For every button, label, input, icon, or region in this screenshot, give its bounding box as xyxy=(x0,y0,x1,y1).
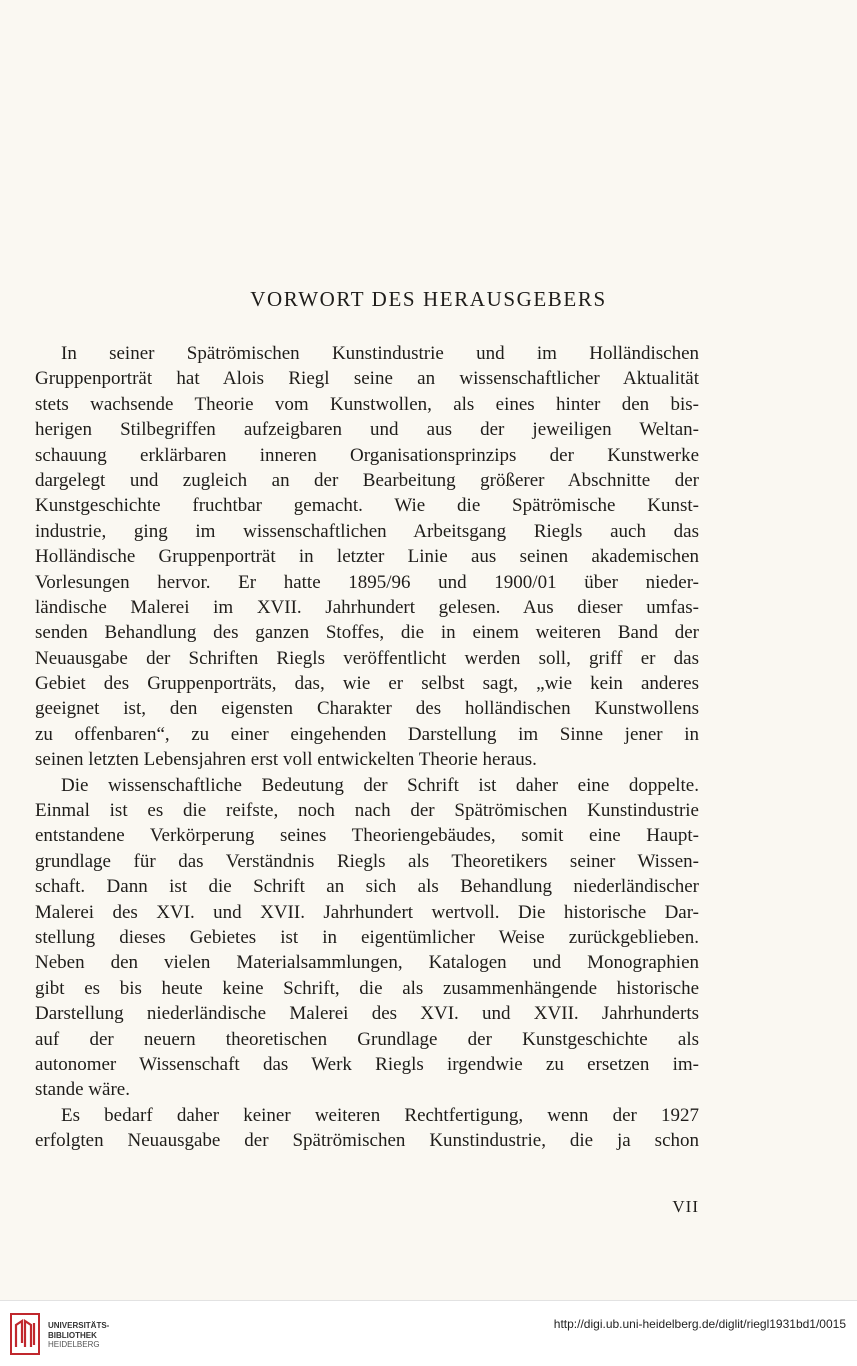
viewer-footer xyxy=(0,1300,857,1366)
text-line: Es bedarf daher keiner weiteren Rechtfertigung, wenn der 1927 xyxy=(61,1104,699,1126)
page-number: VII xyxy=(672,1197,699,1216)
text-line: erfolgten Neuausgabe der Spätrömischen Kunstindustrie, die ja schon xyxy=(35,1130,699,1152)
library-seal-icon xyxy=(10,1313,40,1355)
body-text xyxy=(35,341,699,1154)
text-line: dargelegt und zugleich an der Bearbeitung größerer Abschnitte der xyxy=(35,469,699,491)
permalink-url[interactable]: http://digi.ub.uni-heidelberg.de/diglit/riegl1931bd1/0015 xyxy=(553,1317,846,1331)
text-line: Gebiet des Gruppenporträts, das, wie er selbst sagt, „wie kein anderes xyxy=(35,673,699,695)
text-line: Die wissenschaftliche Bedeutung der Schrift ist daher eine doppelte. xyxy=(61,774,699,796)
text-line: industrie, ging im wissenschaftlichen Arbeitsgang Riegls auch das xyxy=(35,520,699,542)
text-line: Gruppenporträt hat Alois Riegl seine an wissenschaftlicher Aktualität xyxy=(35,368,699,390)
text-line: Kunstgeschichte fruchtbar gemacht. Wie die Spätrömische Kunst- xyxy=(35,495,699,517)
text-line: stande wäre. xyxy=(35,1079,130,1101)
text-line: Neben den vielen Materialsammlungen, Katalogen und Monographien xyxy=(35,952,699,974)
text-line: In seiner Spätrömischen Kunstindustrie und im Holländischen xyxy=(61,343,699,364)
text-line: seinen letzten Lebensjahren erst voll entwickelten Theorie heraus. xyxy=(35,749,537,771)
text-line: stellung dieses Gebietes ist in eigentümlicher Weise zurückgeblieben. xyxy=(35,926,699,948)
text-line: auf der neuern theoretischen Grundlage der Kunstgeschichte als xyxy=(35,1028,699,1050)
text-line: autonomer Wissenschaft das Werk Riegls irgendwie zu ersetzen im- xyxy=(35,1053,699,1075)
text-line: schaft. Dann ist die Schrift an sich als Behandlung niederländischer xyxy=(35,876,699,898)
text-line: Darstellung niederländische Malerei des XVI. und XVII. Jahrhunderts xyxy=(35,1003,699,1025)
text-line: stets wachsende Theorie vom Kunstwollen, als eines hinter den bis- xyxy=(35,393,699,415)
text-line: Einmal ist es die reifste, noch nach der Spätrömischen Kunstindustrie xyxy=(35,800,699,822)
text-line: Neuausgabe der Schriften Riegls veröffentlicht werden soll, griff er das xyxy=(35,647,699,669)
text-line: grundlage für das Verständnis Riegls als Theoretikers seiner Wissen- xyxy=(35,850,699,872)
page-title: VORWORT DES HERAUSGEBERS xyxy=(250,287,607,311)
text-line: ländische Malerei im XVII. Jahrhundert gelesen. Aus dieser umfas- xyxy=(35,596,699,618)
text-line: Holländische Gruppenporträt in letzter Linie aus seinen akademischen xyxy=(35,546,699,568)
text-line: herigen Stilbegriffen aufzeigbaren und aus der jeweiligen Weltan- xyxy=(35,419,699,441)
library-name-line: BIBLIOTHEK xyxy=(48,1330,97,1340)
text-line: gibt es bis heute keine Schrift, die als zusammenhängende historische xyxy=(35,977,699,999)
text-line: Vorlesungen hervor. Er hatte 1895/96 und 1900/01 über nieder- xyxy=(35,571,699,593)
text-line: senden Behandlung des ganzen Stoffes, die in einem weiteren Band der xyxy=(35,622,699,644)
text-line: entstandene Verkörperung seines Theoriengebäudes, somit eine Haupt- xyxy=(35,825,699,847)
library-name-line: HEIDELBERG xyxy=(48,1340,100,1349)
library-name xyxy=(48,1321,109,1350)
text-line: geeignet ist, den eigensten Charakter des holländischen Kunstwollens xyxy=(35,698,699,720)
text-line: schauung erklärbaren inneren Organisationsprinzips der Kunstwerke xyxy=(35,444,699,466)
library-name-line: UNIVERSITÄTS- xyxy=(48,1321,110,1330)
text-line: Malerei des XVI. und XVII. Jahrhundert wertvoll. Die historische Dar- xyxy=(35,901,699,923)
text-line: zu offenbaren“, zu einer eingehenden Darstellung im Sinne jener in xyxy=(35,723,699,745)
